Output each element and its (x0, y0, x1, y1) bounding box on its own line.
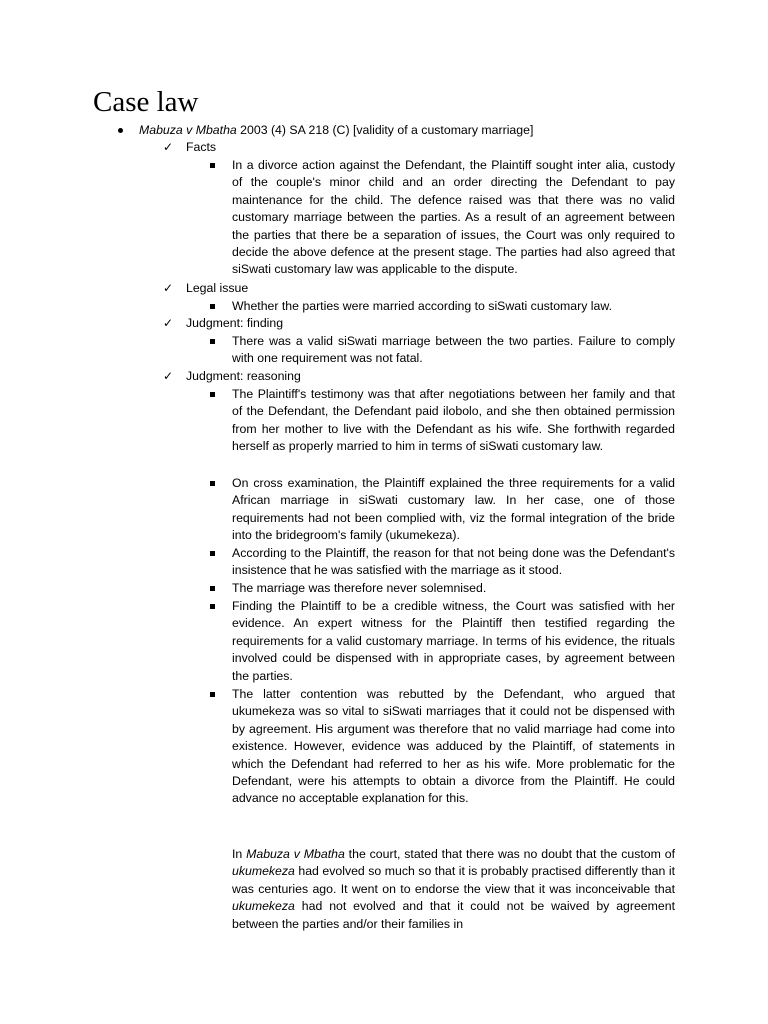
list-item-text: In a divorce action against the Defendant, the Plaintiff sought inter alia, custody of the couple's minor child and an order directing the Defendant to pay maintenance for the child. The defence raised was that there was no valid customary marriage between the parties. As a result of an agreement between the parties that there be a separation of issues, the Court was only required to decide the above defence at the present stage. The parties had also agreed that siSwati customary law was applicable to the dispute. (232, 158, 675, 277)
square-bullet-icon (210, 304, 215, 309)
heading-label: Legal issue (186, 281, 249, 295)
square-bullet-icon (210, 339, 215, 344)
checkmark-icon: ✓ (163, 281, 174, 295)
square-bullet-icon (210, 604, 215, 609)
list-item-text: There was a valid siSwati marriage between the two parties. Failure to comply with one requirement was not fatal. (232, 334, 675, 366)
case-reference: 2003 (4) SA 218 (C) [validity of a customary marriage] (240, 123, 534, 137)
square-bullet-icon (210, 163, 215, 168)
square-bullet-icon (210, 586, 215, 591)
square-bullet-icon (210, 692, 215, 697)
case-citation (139, 122, 533, 139)
heading-label: Facts (186, 140, 217, 154)
list-item (207, 580, 675, 597)
custom-term: ukumekeza (232, 899, 295, 914)
paragraph-text: In (232, 847, 247, 861)
square-bullet-icon (210, 392, 215, 397)
bullet-icon (118, 128, 123, 133)
list-item-text: According to the Plaintiff, the reason for that not being done was the Defendant's insistence that he was satisfied with the marriage as it stood. (232, 546, 675, 578)
case-name: Mabuza v Mbatha (139, 123, 237, 137)
heading-label: Judgment: finding (186, 316, 284, 330)
paragraph-text: the court, stated that there was no doubt that the custom of (344, 847, 675, 861)
heading-label: Judgment: reasoning (186, 369, 301, 383)
checkmark-icon: ✓ (163, 369, 174, 383)
list-item-text: Whether the parties were married according to siSwati customary law. (232, 299, 612, 313)
checkmark-icon: ✓ (163, 140, 174, 154)
custom-term: ukumekeza (232, 864, 295, 879)
list-item (207, 333, 675, 368)
square-bullet-icon (210, 551, 215, 556)
case-name: Mabuza v Mbatha (246, 847, 345, 861)
list-item (207, 386, 675, 456)
paragraph-text: had not evolved and that it could not be waived by agreement between the parties and/or their families in (232, 899, 675, 931)
square-bullet-icon (210, 481, 215, 486)
closing-paragraph (232, 846, 675, 933)
list-item (207, 298, 675, 315)
list-item-text: The marriage was therefore never solemnised. (232, 581, 487, 595)
list-item (207, 475, 675, 545)
page-title: Case law (93, 86, 199, 118)
list-item-text: The Plaintiff's testimony was that after negotiations between her family and that of the Defendant, the Defendant paid ilobolo, and she then obtained permission from her mother to live with the Defendant as his wife. She forthwith regarded herself as properly married to him in terms of siSwati customary law. (232, 387, 675, 454)
list-item (207, 686, 675, 808)
list-item-text: The latter contention was rebutted by the Defendant, who argued that ukumekeza was so vital to siSwati marriages that it could not be dispensed with by agreement. His argument was therefore that no valid marriage had come into existence. However, evidence was adduced by the Plaintiff, of statements in which the Defendant had referred to her as his wife. More problematic for the Defendant, were his attempts to obtain a divorce from the Plaintiff. He could advance no acceptable explanation for this. (232, 687, 675, 806)
checkmark-icon: ✓ (163, 316, 174, 330)
list-item (207, 545, 675, 580)
list-item-text: On cross examination, the Plaintiff explained the three requirements for a valid African marriage in siSwati customary law. In her case, one of those requirements had not been complied with, viz the formal integration of the bride into the bridegroom's family (ukumekeza). (232, 476, 675, 543)
list-item-text: Finding the Plaintiff to be a credible witness, the Court was satisfied with her evidence. An expert witness for the Plaintiff then testified regarding the requirements for a valid customary marriage. In terms of his evidence, the rituals involved could be dispensed with in appropriate cases, by agreement between the parties. (232, 599, 675, 683)
paragraph-text: had evolved so much so that it is probably practised differently than it was centuries ago. It went on to endorse the view that it was inconceivable that (232, 864, 675, 896)
list-item (207, 157, 675, 279)
list-item (207, 598, 675, 685)
